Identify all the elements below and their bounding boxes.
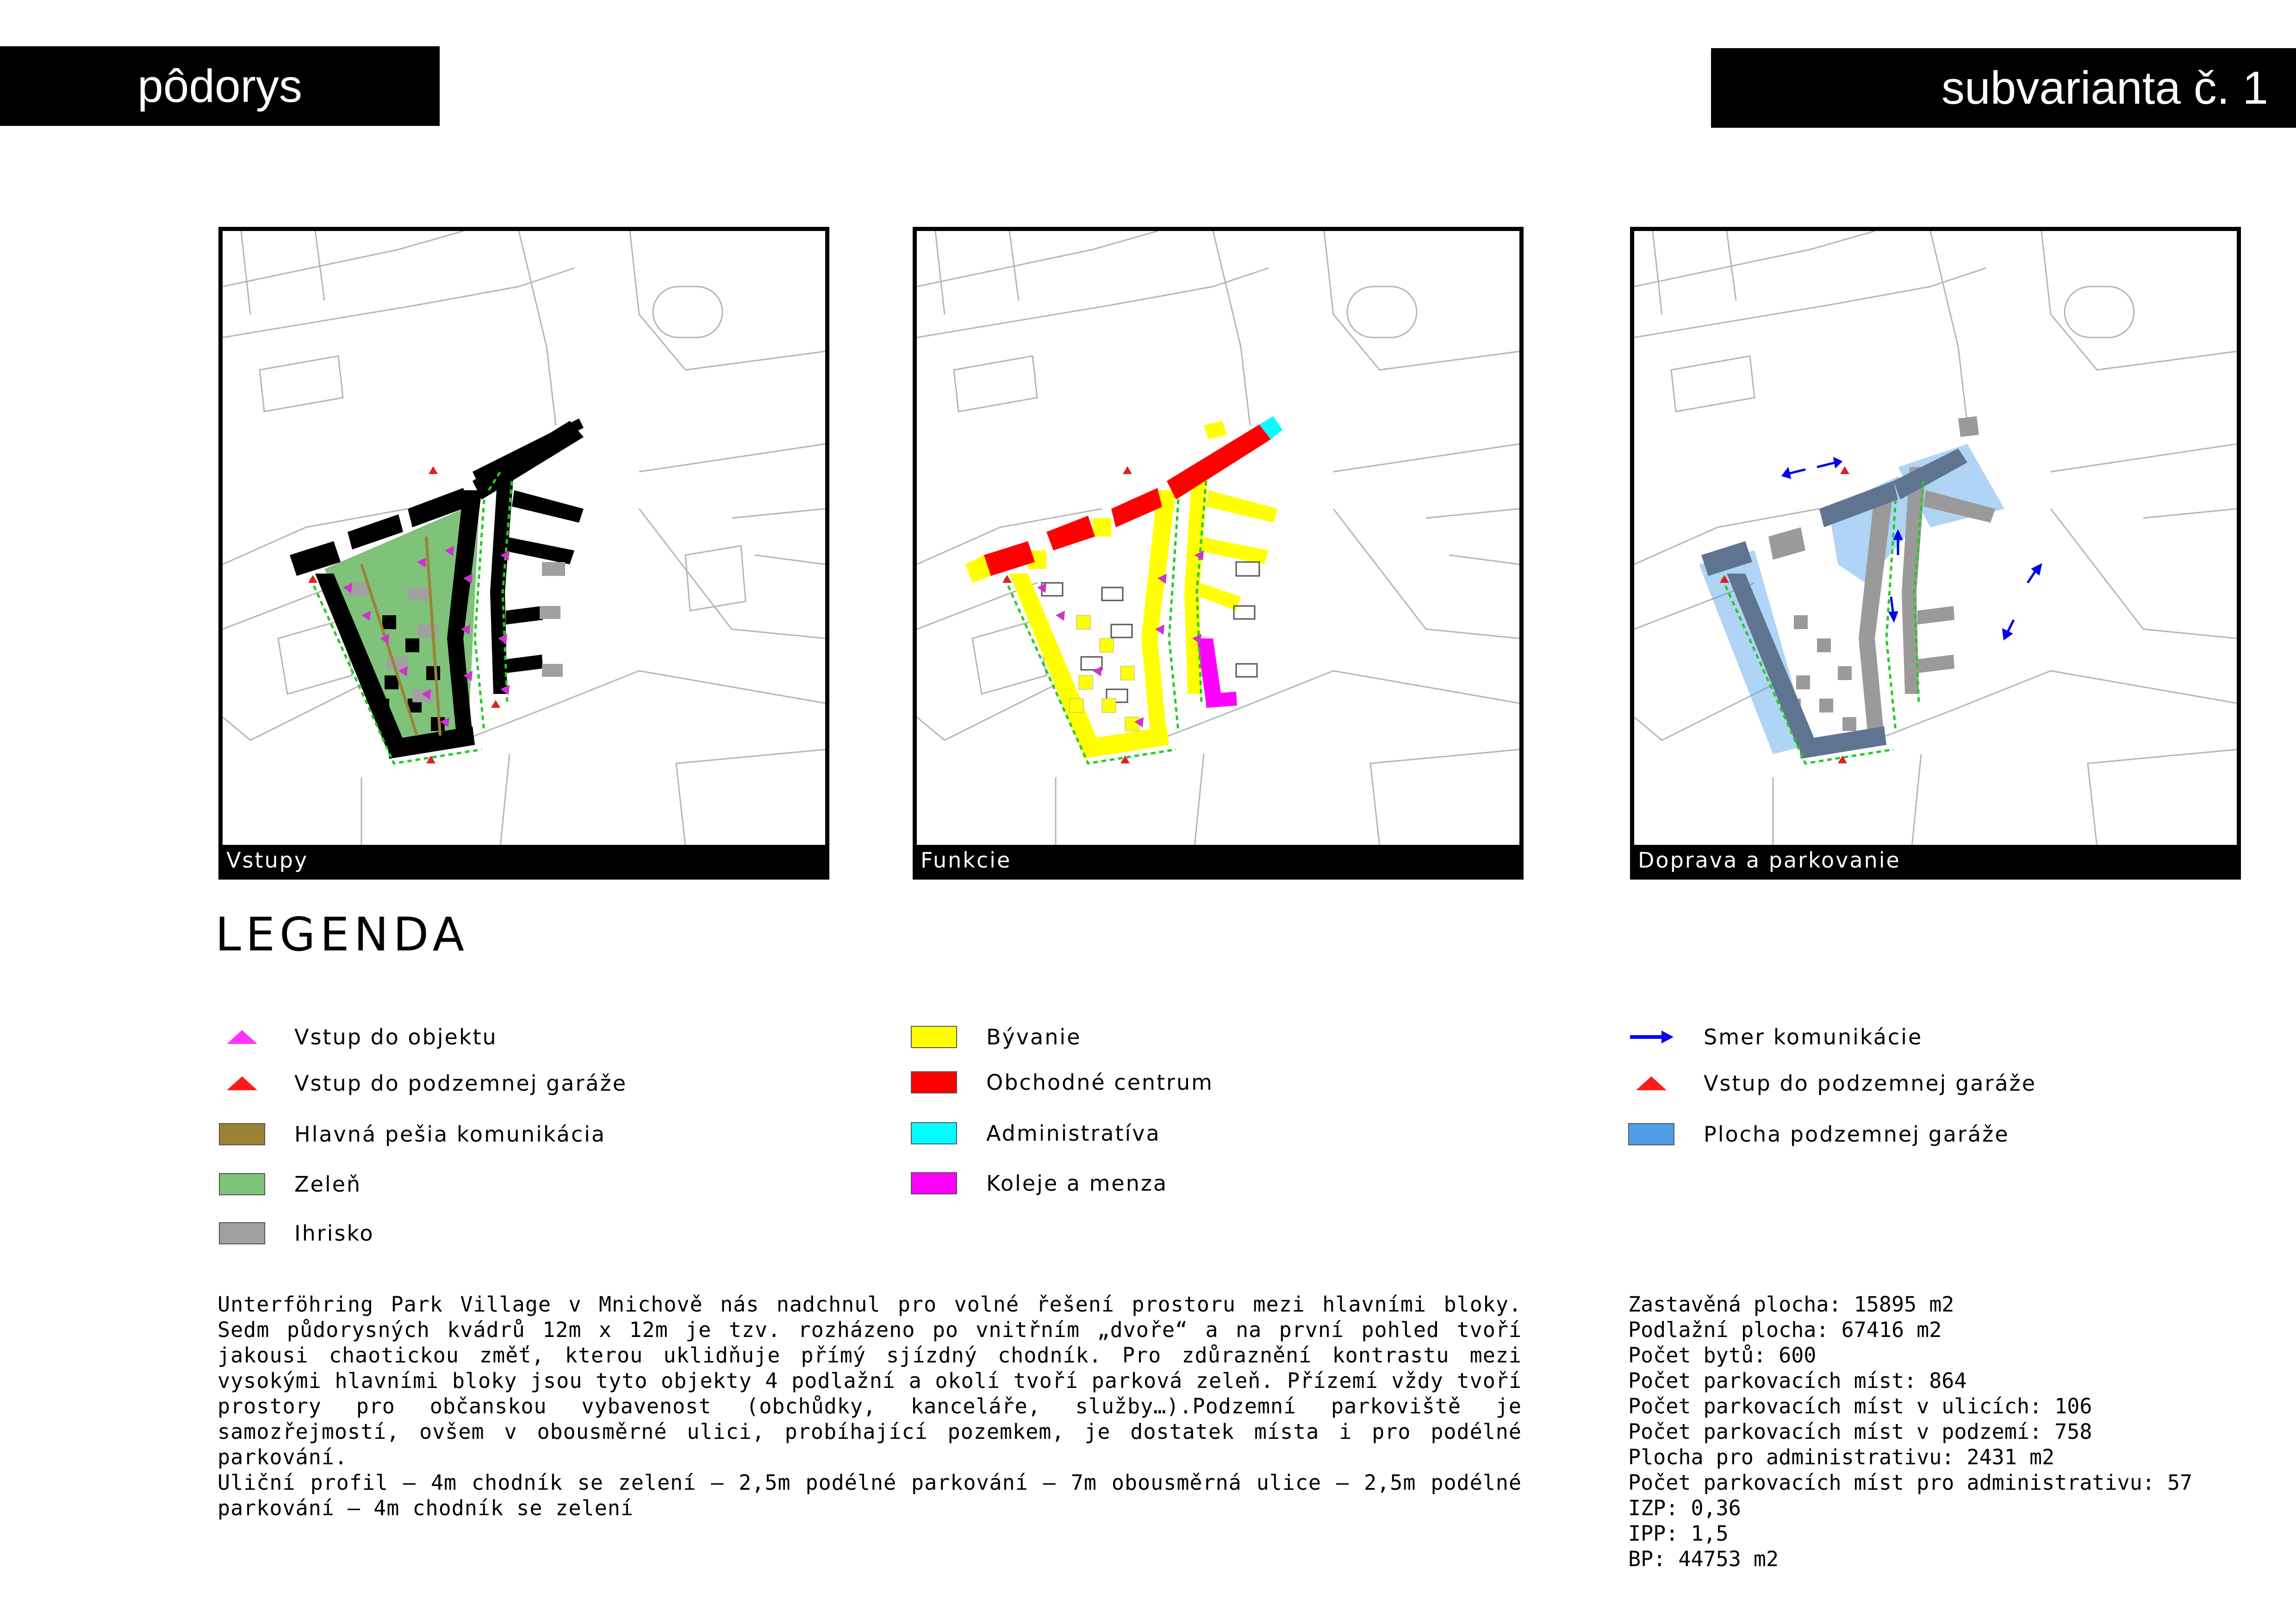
color-swatch (1628, 1123, 1674, 1145)
legend-label: Vstup do objektu (294, 1024, 498, 1049)
legend-item-garage-entrance (218, 1065, 627, 1102)
arrow-right-icon (1627, 1025, 1676, 1049)
legend-item-greenery (218, 1166, 361, 1203)
legend-item-building-entrance (218, 1018, 498, 1056)
triangle-icon (218, 1025, 267, 1049)
legend-item-garage-area (1627, 1116, 2010, 1153)
color-swatch (911, 1122, 957, 1144)
legend-label: Vstup do podzemnej garáže (294, 1071, 627, 1096)
legend-label: Koleje a menza (986, 1171, 1168, 1196)
description-paragraph: Unterföhring Park Village v Mnichově nás nadchnul pro volné řešení prostoru mezi hlavními bloky. Sedm půdorysných kvádrů 12m x 12m je tzv. rozházeno po vnitřním „dvoře“ a na první pohled tvoří jakousi chaotickou změť, kterou uklidňuje přímý sjízdný chodník. Pro zdůraznění kontrastu mezi vysokými hlavními bloky jsou tyto objekty 4 podlažní a okolí tvoří parková zeleň. Přízemí vždy tvoří prostory pro občanskou vybavenost (obchůdky, kanceláře, služby…).Podzemní parkoviště je samozřejmostí, ovšem v obousměrné ulici, probíhající pozemkem, je dostatek místa i pro podélné parkování. (218, 1292, 1522, 1469)
variant-title-banner (1711, 48, 2296, 128)
legend-label: Smer komunikácie (1704, 1024, 1923, 1049)
panel-caption-functions: Funkcie (917, 845, 1519, 875)
legend-title: LEGENDA (215, 907, 469, 962)
color-swatch (911, 1172, 957, 1194)
stat-line: Zastavěná plocha: 15895 m2 (1628, 1292, 1954, 1317)
legend-label: Ihrisko (294, 1221, 374, 1246)
legend-label: Zeleň (294, 1172, 362, 1197)
legend-item-dorms-canteen (909, 1165, 1168, 1202)
site-plan-entrances (223, 231, 825, 847)
project-stats (1628, 1292, 2276, 1572)
stat-line: Počet parkovacích míst v ulicích: 106 (1628, 1394, 2092, 1418)
panel-caption-traffic: Doprava a parkovanie (1634, 845, 2237, 875)
legend-label: Administratíva (986, 1121, 1161, 1146)
color-swatch (219, 1123, 265, 1145)
stat-line: Počet parkovacích míst v podzemí: 758 (1628, 1419, 2092, 1444)
color-swatch (911, 1026, 957, 1048)
triangle-icon (1627, 1071, 1676, 1095)
legend-item-housing (909, 1018, 1081, 1056)
map-panel-traffic (1630, 227, 2241, 880)
stat-line: BP: 44753 m2 (1628, 1547, 1779, 1571)
legend-item-traffic-direction (1627, 1018, 1923, 1056)
stat-line: Počet parkovacích míst: 864 (1628, 1368, 1967, 1393)
project-description (218, 1292, 1522, 1521)
legend-item-administration (909, 1115, 1161, 1152)
legend-item-garage-entrance-traffic (1627, 1065, 2036, 1102)
legend-item-shopping-centre (909, 1064, 1213, 1101)
color-swatch (219, 1173, 265, 1195)
legend-label: Obchodné centrum (986, 1070, 1213, 1095)
variant-title: subvarianta č. 1 (1941, 62, 2268, 114)
stat-line: IPP: 1,5 (1628, 1521, 1729, 1546)
map-panel-entrances (218, 227, 829, 880)
stat-line: Počet parkovacích míst pro administrativu: 57 (1628, 1470, 2193, 1495)
legend-label: Hlavná pešia komunikácia (294, 1122, 606, 1147)
stat-line: Podlažní plocha: 67416 m2 (1628, 1318, 1942, 1342)
legend-label: Bývanie (986, 1024, 1082, 1049)
legend-item-playground (218, 1215, 374, 1252)
color-swatch (911, 1071, 957, 1093)
site-plan-traffic (1634, 231, 2237, 847)
stat-line: IZP: 0,36 (1628, 1496, 1741, 1520)
site-plan-functions (917, 231, 1519, 847)
stat-line: Plocha pro administrativu: 2431 m2 (1628, 1445, 2055, 1469)
stat-line: Počet bytů: 600 (1628, 1343, 1817, 1368)
color-swatch (219, 1222, 265, 1244)
panel-caption-entrances: Vstupy (223, 845, 825, 875)
legend-item-pedestrian-path (218, 1116, 606, 1153)
legend-label: Plocha podzemnej garáže (1704, 1122, 2010, 1147)
legend-label: Vstup do podzemnej garáže (1704, 1071, 2036, 1096)
page-title: pôdorys (137, 60, 302, 112)
triangle-icon (218, 1071, 267, 1095)
page-title-banner (0, 46, 440, 126)
description-paragraph: Uliční profil – 4m chodník se zelení – 2,5m podélné parkování – 7m obousměrná ulice – 2,5m podélné parkování – 4m chodník se zelení (218, 1470, 1522, 1520)
map-panel-functions (913, 227, 1524, 880)
